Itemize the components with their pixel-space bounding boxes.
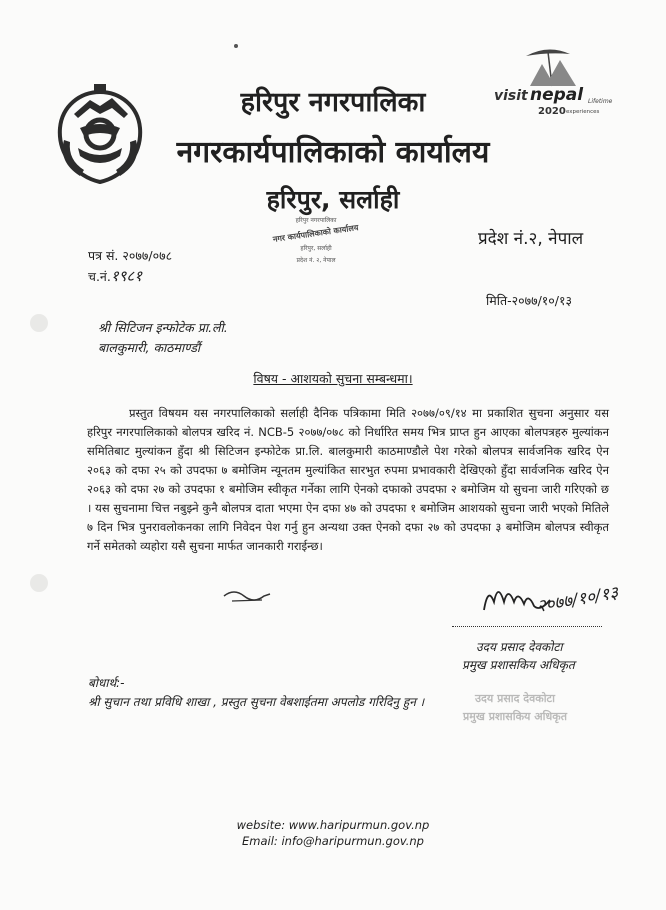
subject-text: विषय - आशयको सुचना सम्बन्धमा।	[253, 371, 413, 386]
footer-website: website: www.haripurmun.gov.np	[236, 818, 430, 832]
cc-text: श्री सुचान तथा प्रविधि शाखा , प्रस्तुत सुचना वेबशाईतमा अपलोड गरिदिनु हुन ।	[88, 695, 425, 709]
signature-image	[480, 572, 620, 626]
signature-line	[452, 626, 602, 627]
ref-value: २०७७/०७८	[122, 248, 173, 263]
letter-date	[486, 292, 572, 309]
dispatch-number	[88, 266, 142, 286]
punch-hole	[30, 574, 48, 592]
office-location: हरिपुर, सर्लाही	[266, 185, 400, 214]
seal-line3: हरिपुर, सर्लाही	[300, 245, 332, 252]
visit-nepal-2020-logo	[490, 46, 620, 120]
logo-nepal-text: nepal	[530, 85, 584, 105]
logo-lifetime-text: Lifetime	[588, 98, 613, 105]
signature-date-text: २०७७/१०/१३	[535, 582, 620, 617]
faint-stamp-line2: प्रमुख प्रशासकिय अधिकृत	[463, 710, 567, 723]
reference-number	[88, 247, 172, 264]
signer-title: प्रमुख प्रशासकिय अधिकृत	[462, 658, 575, 672]
dispatch-label: च.नं.	[88, 269, 111, 284]
seal-line4: प्रदेश नं. २, नेपाल	[296, 257, 336, 264]
office-title: नगरकार्यपालिकाको कार्यालय	[176, 135, 490, 170]
office-name: हरिपुर नगरपालिका	[240, 87, 426, 118]
faint-officer-stamp	[450, 686, 580, 728]
ref-label: पत्र सं.	[88, 248, 119, 263]
punch-hole	[30, 314, 48, 332]
subject-line	[0, 370, 666, 387]
logo-year-text: 2020	[538, 106, 566, 117]
province-label: प्रदेश नं.२, नेपाल	[478, 229, 584, 249]
seal-line2: नगर कार्यपालिकाको कार्यालय	[272, 223, 359, 244]
footer-email: Email: info@haripurmun.gov.np	[242, 834, 424, 848]
dispatch-value: १९८१	[110, 267, 143, 285]
logo-visit-text: visit	[494, 88, 528, 104]
letter-body	[87, 404, 609, 556]
cc-label: बोधार्थ:-	[88, 676, 125, 690]
recipient-block	[98, 318, 228, 358]
logo-experiences-text: experiences	[566, 109, 600, 115]
date-value: २०७७/१०/१३	[511, 293, 573, 308]
office-seal-stamp	[272, 210, 360, 276]
body-paragraph: प्रस्तुत विषयम यस नगरपालिकाको सर्लाही दैनिक पत्रिकामा मिति २०७७/०९/१४ मा प्रकाशित सुचना अनुसार यस हरिपुर नगरपालिकाको बोलपत्र खरिद नं. NCB-5 २०७७/०७८ को निर्धारित समय भित्र प्राप्त हुन आएका बोलपत्रहरु मुल्यांकन समितिबाट मुल्यांकन हुँदा श्री सिटिजन इन्फोटेक प्रा.लि. बालकुमारी काठमाण्डौले पेश गरेको बोलपत्र सार्वजनिक खरिद ऐन २०६३ को दफा २५ को उपदफा ७ बमोजिम न्यूनतम मुल्यांकित सारभुत रुपमा प्रभावकारी देखिएको हुँदा सार्वजनिक खरिद ऐन २०६३ को दफा २७ को उपदफा १ बमोजिम स्वीकृत गर्नेका लागि ऐनको दफाको उपदफा २ बमोजिम यो सुचना जारी गरिएको छ । यस सुचनामा चित्त नबुझ्ने कुनै बोलपत्र दाता भएमा ऐन दफा ४७ को उपदफा १ बमोजिम आशयको सुचना जारी भएको मितिले ७ दिन भित्र पुनरावलोकनका लागि निवेदन पेश गर्नु हुन अन्यथा उक्त ऐनको दफा २७ को उपदफा ३ बमोजिम बोलपत्र स्वीकृत गर्ने समेतको व्यहोरा यसै सुचना मार्फत जानकारी गराईन्छ।	[87, 406, 609, 553]
date-label: मिति-	[486, 293, 512, 308]
signer-name: उदय प्रसाद देवकोटा	[476, 640, 563, 654]
scribble-mark	[222, 586, 272, 606]
recipient-name: श्री सिटिजन इन्फोटेक प्रा.ली.	[98, 320, 228, 335]
faint-stamp-line1: उदय प्रसाद देवकोटा	[475, 692, 555, 705]
seal-line1: हरिपुर नगरपालिका	[295, 217, 337, 224]
recipient-address: बालकुमारी, काठमाण्डौं	[98, 340, 201, 355]
ink-speck	[234, 44, 238, 48]
